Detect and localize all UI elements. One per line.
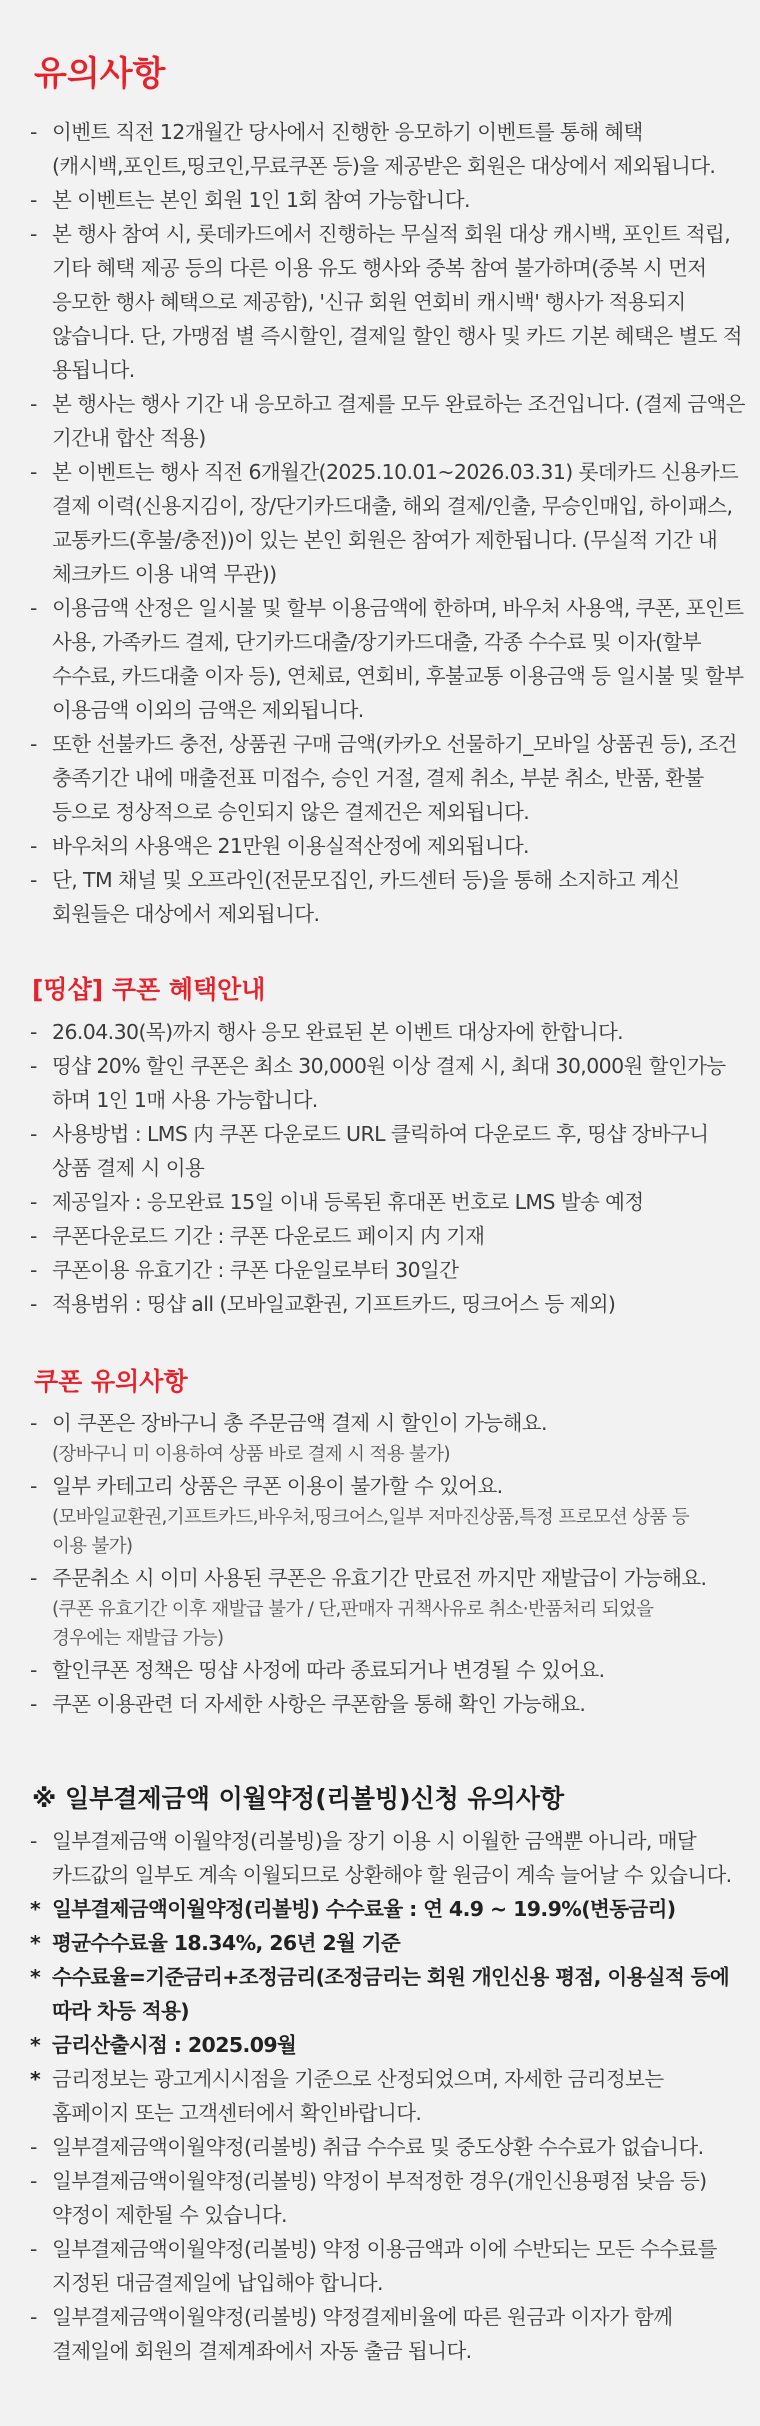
- list-item-text: [28, 693, 736, 727]
- line-text: 쿠폰이용 유효기간 : 쿠폰 다운일로부터 30일간: [52, 1258, 459, 1282]
- line-text: 이용금액 이외의 금액은 제외됩니다.: [52, 698, 364, 722]
- asterisk-bullet: *: [30, 2033, 41, 2057]
- line-text: 수수료, 카드대출 이자 등), 연체료, 연회비, 후불교통 이용금액 등 일시불 및 할부: [52, 664, 744, 688]
- list-item: [28, 863, 736, 931]
- list-item: [28, 2164, 736, 2232]
- list-item-text: [28, 1185, 736, 1219]
- dash-bullet: -: [30, 188, 37, 212]
- list-item-text: [28, 2300, 736, 2334]
- asterisk-bullet: *: [30, 1965, 41, 1989]
- dash-bullet: -: [30, 1224, 37, 1248]
- list-item: [28, 455, 739, 591]
- line-text: 본 이벤트는 행사 직전 6개월간(2025.10.01~2026.03.31) 롯데카드 신용카드: [52, 460, 739, 484]
- list-item: [28, 1406, 736, 1469]
- dash-bullet: -: [30, 1292, 37, 1316]
- dash-bullet: -: [30, 2237, 37, 2261]
- list-item-text: [28, 2232, 736, 2266]
- dash-bullet: -: [30, 392, 37, 416]
- list-item-text: [28, 1219, 736, 1253]
- line-text: 적용범위 : 띵샵 all (모바일교환권, 기프트카드, 띵크어스 등 제외): [52, 1292, 616, 1316]
- list-item-subtext: [28, 1595, 736, 1624]
- line-text: 용됩니다.: [52, 358, 135, 382]
- list-item-text: [28, 285, 736, 319]
- list-item: [28, 1653, 736, 1687]
- coupon-benefit-title: [띵샵] 쿠폰 혜택안내: [32, 975, 266, 1004]
- line-text: 충족기간 내에 매출전표 미접수, 승인 거절, 결제 취소, 부분 취소, 반품, 환불: [52, 766, 704, 790]
- asterisk-bullet: *: [30, 1897, 41, 1921]
- list-item: [28, 1960, 736, 2028]
- list-item-text: [28, 863, 736, 897]
- list-item-subtext: [28, 1440, 736, 1469]
- line-text: 일부결제금액이월약정(리볼빙) 약정 이용금액과 이에 수반되는 모든 수수료를: [52, 2237, 717, 2261]
- list-item-text: [28, 1926, 736, 1960]
- list-item-text: [28, 421, 736, 455]
- line-text: 이 쿠폰은 장바구니 총 주문금액 결제 시 할인이 가능해요.: [52, 1411, 547, 1435]
- list-item-text: [28, 489, 736, 523]
- coupon-benefit-list: [28, 1015, 736, 1321]
- line-text: 평균수수료율 18.34%, 26년 2월 기준: [52, 1931, 401, 1955]
- dash-bullet: -: [30, 1474, 37, 1498]
- list-item-text: [28, 2062, 736, 2096]
- line-text: 사용, 가족카드 결제, 단기카드대출/장기카드대출, 각종 수수료 및 이자(할부: [52, 630, 701, 654]
- list-item-text: [28, 1151, 736, 1185]
- list-item-text: [28, 625, 736, 659]
- list-item: [28, 1561, 736, 1653]
- line-text: 지정된 대금결제일에 납입해야 합니다.: [52, 2271, 383, 2295]
- line-text: 회원들은 대상에서 제외됩니다.: [52, 902, 320, 926]
- list-item: [28, 1049, 736, 1117]
- dash-bullet: -: [30, 2169, 37, 2193]
- list-item-text: [28, 2164, 736, 2198]
- list-item: [28, 1015, 736, 1049]
- line-text: 교통카드(후불/충전))이 있는 본인 회원은 참여가 제한됩니다. (무실적 기간 내: [52, 528, 718, 552]
- list-item-text: [28, 217, 736, 251]
- line-text: 일부결제금액이월약정(리볼빙) 취급 수수료 및 중도상환 수수료가 없습니다.: [52, 2135, 704, 2159]
- dash-bullet: -: [30, 1190, 37, 1214]
- list-item: [28, 115, 736, 183]
- dash-bullet: -: [30, 1054, 37, 1078]
- line-text: 일부결제금액이월약정(리볼빙) 수수료율 : 연 4.9 ~ 19.9%(변동금리): [52, 1897, 676, 1921]
- list-item-text: [28, 2096, 736, 2130]
- line-text: 쿠폰다운로드 기간 : 쿠폰 다운로드 페이지 内 기재: [52, 1224, 485, 1248]
- list-item-text: [28, 2130, 736, 2164]
- list-item-text: [28, 1858, 736, 1892]
- list-item: [28, 1892, 736, 1926]
- line-text: 따라 차등 적용): [52, 1999, 190, 2023]
- list-item-text: [28, 1892, 736, 1926]
- line-text: 이용금액 산정은 일시불 및 할부 이용금액에 한하며, 바우처 사용액, 쿠폰, 포인트: [52, 596, 744, 620]
- dash-bullet: -: [30, 222, 37, 246]
- list-item: [28, 2062, 736, 2130]
- dash-bullet: -: [30, 1829, 37, 1853]
- line-text: 띵샵 20% 할인 쿠폰은 최소 30,000원 이상 결제 시, 최대 30,000원 할인가능: [52, 1054, 726, 1078]
- dash-bullet: -: [30, 120, 37, 144]
- line-text: 사용방법 : LMS 内 쿠폰 다운로드 URL 클릭하여 다운로드 후, 띵샵 장바구니: [52, 1122, 709, 1146]
- list-item: [28, 591, 744, 727]
- list-item-text: [28, 1687, 736, 1721]
- list-item-text: [28, 115, 736, 149]
- list-item-text: [28, 523, 736, 557]
- line-text: 않습니다. 단, 가맹점 별 즉시할인, 결제일 할인 행사 및 카드 기본 혜택은 별도 적: [52, 324, 742, 348]
- list-item-text: [28, 1469, 736, 1503]
- line-text: 결제 이력(신용지김이, 장/단기카드대출, 해외 결제/인출, 무승인매입, 하이패스,: [52, 494, 733, 518]
- line-text: 일부결제금액이월약정(리볼빙) 약정이 부적정한 경우(개인신용평점 낮음 등): [52, 2169, 707, 2193]
- dash-bullet: -: [30, 596, 37, 620]
- list-item: [28, 2300, 736, 2368]
- line-text: 이벤트 직전 12개월간 당사에서 진행한 응모하기 이벤트를 통해 혜택: [52, 120, 643, 144]
- list-item-text: [28, 2198, 736, 2232]
- dash-bullet: -: [30, 868, 37, 892]
- dash-bullet: -: [30, 1122, 37, 1146]
- list-item: [28, 387, 745, 455]
- dash-bullet: -: [30, 1258, 37, 1282]
- line-text: 또한 선불카드 충전, 상품권 구매 금액(카카오 선물하기_모바일 상품권 등), 조건: [52, 732, 737, 756]
- list-item-text: [28, 251, 736, 285]
- line-text: 본 이벤트는 본인 회원 1인 1회 참여 가능합니다.: [52, 188, 470, 212]
- line-text: 쿠폰 이용관련 더 자세한 사항은 쿠폰함을 통해 확인 가능해요.: [52, 1692, 586, 1716]
- line-text: 기간내 합산 적용): [52, 426, 206, 450]
- list-item-text: [28, 183, 736, 217]
- asterisk-bullet: *: [30, 2067, 41, 2091]
- line-text: 단, TM 채널 및 오프라인(전문모집인, 카드센터 등)을 통해 소지하고 계신: [52, 868, 680, 892]
- dash-bullet: -: [30, 834, 37, 858]
- dash-bullet: -: [30, 2135, 37, 2159]
- line-text: 응모한 행사 혜택으로 제공함), '신규 회원 연회비 캐시백' 행사가 적용되지: [52, 290, 686, 314]
- list-item-text: [28, 1824, 736, 1858]
- line-text: 제공일자 : 응모완료 15일 이내 등록된 휴대폰 번호로 LMS 발송 예정: [52, 1190, 644, 1214]
- line-text: (장바구니 미 이용하여 상품 바로 결제 시 적용 불가): [52, 1444, 450, 1465]
- line-text: 하며 1인 1매 사용 가능합니다.: [52, 1088, 318, 1112]
- list-item-text: [28, 353, 736, 387]
- line-text: 등으로 정상적으로 승인되지 않은 결제건은 제외됩니다.: [52, 800, 530, 824]
- line-text: 수수료율=기준금리+조정금리(조정금리는 회원 개인신용 평점, 이용실적 등에: [52, 1965, 730, 1989]
- list-item-text: [28, 1049, 736, 1083]
- list-item: [28, 1824, 736, 1892]
- revolving-notice-title: ※ 일부결제금액 이월약정(리볼빙)신청 유의사항: [32, 1784, 565, 1813]
- list-item: [28, 829, 736, 863]
- line-text: (캐시백,포인트,띵코인,무료쿠폰 등)을 제공받은 회원은 대상에서 제외됩니다.: [52, 154, 716, 178]
- line-text: 상품 결제 시 이용: [52, 1156, 205, 1180]
- line-text: 이용 불가): [52, 1536, 133, 1557]
- list-item: [28, 2232, 736, 2300]
- list-item-text: [28, 387, 745, 421]
- revolving-notice-list: [28, 1824, 736, 2368]
- dash-bullet: -: [30, 2305, 37, 2329]
- list-item: [28, 1687, 736, 1721]
- line-text: 주문취소 시 이미 사용된 쿠폰은 유효기간 만료전 까지만 재발급이 가능해요.: [52, 1566, 707, 1590]
- list-item: [28, 1185, 736, 1219]
- line-text: 경우에는 재발급 가능): [52, 1628, 224, 1649]
- line-text: 카드값의 일부도 계속 이월되므로 상환해야 할 원금이 계속 늘어날 수 있습니다.: [52, 1863, 732, 1887]
- list-item-text: [28, 2266, 736, 2300]
- line-text: 일부 카테고리 상품은 쿠폰 이용이 불가할 수 있어요.: [52, 1474, 503, 1498]
- dash-bullet: -: [30, 1566, 37, 1590]
- list-item: [28, 1219, 736, 1253]
- list-item: [28, 2028, 736, 2062]
- line-text: 할인쿠폰 정책은 띵샵 사정에 따라 종료되거나 변경될 수 있어요.: [52, 1658, 605, 1682]
- line-text: 체크카드 이용 내역 무관)): [52, 562, 277, 586]
- list-item: [28, 1926, 736, 1960]
- list-item-text: [28, 659, 744, 693]
- list-item: [28, 727, 736, 829]
- list-item-text: [28, 591, 744, 625]
- line-text: 홈페이지 또는 고객센터에서 확인바랍니다.: [52, 2101, 422, 2125]
- list-item-text: [28, 1287, 736, 1321]
- list-item-text: [28, 1561, 736, 1595]
- list-item: [28, 183, 736, 217]
- list-item-text: [28, 1083, 736, 1117]
- notice-list: [28, 115, 745, 931]
- list-item-text: [28, 1994, 736, 2028]
- list-item-text: [28, 1960, 736, 1994]
- line-text: 본 행사는 행사 기간 내 응모하고 결제를 모두 완료하는 조건입니다. (결제 금액은: [52, 392, 745, 416]
- dash-bullet: -: [30, 732, 37, 756]
- line-text: 약정이 제한될 수 있습니다.: [52, 2203, 287, 2227]
- list-item: [28, 1253, 736, 1287]
- list-item-subtext: [28, 1503, 736, 1532]
- coupon-notice-list: [28, 1406, 736, 1721]
- dash-bullet: -: [30, 1020, 37, 1044]
- list-item-subtext: [28, 1624, 736, 1653]
- dash-bullet: -: [30, 460, 37, 484]
- list-item-text: [28, 795, 736, 829]
- list-item: [28, 1117, 736, 1185]
- line-text: 기타 혜택 제공 등의 다른 이용 유도 행사와 중복 참여 불가하며(중복 시 먼저: [52, 256, 707, 280]
- list-item-text: [28, 1253, 736, 1287]
- line-text: 결제일에 회원의 결제계좌에서 자동 출금 됩니다.: [52, 2339, 472, 2363]
- list-item-text: [28, 455, 739, 489]
- line-text: 본 행사 참여 시, 롯데카드에서 진행하는 무실적 회원 대상 캐시백, 포인트 적립,: [52, 222, 731, 246]
- dash-bullet: -: [30, 1411, 37, 1435]
- line-text: 일부결제금액 이월약정(리볼빙)을 장기 이용 시 이월한 금액뿐 아니라, 매달: [52, 1829, 697, 1853]
- list-item-text: [28, 1015, 736, 1049]
- list-item-text: [28, 897, 736, 931]
- asterisk-bullet: *: [30, 1931, 41, 1955]
- list-item-text: [28, 1406, 736, 1440]
- list-item: [28, 1469, 736, 1561]
- dash-bullet: -: [30, 1658, 37, 1682]
- line-text: (모바일교환권,기프트카드,바우처,띵크어스,일부 저마진상품,특정 프로모션 상품 등: [52, 1507, 689, 1528]
- list-item-text: [28, 2334, 736, 2368]
- list-item-text: [28, 2028, 736, 2062]
- line-text: 금리산출시점 : 2025.09월: [52, 2033, 297, 2057]
- list-item-text: [28, 149, 736, 183]
- line-text: 일부결제금액이월약정(리볼빙) 약정결제비율에 따른 원금과 이자가 함께: [52, 2305, 673, 2329]
- list-item-text: [28, 557, 736, 591]
- list-item-text: [28, 319, 742, 353]
- notice-title: 유의사항: [34, 54, 166, 94]
- dash-bullet: -: [30, 1692, 37, 1716]
- line-text: 26.04.30(목)까지 행사 응모 완료된 본 이벤트 대상자에 한합니다.: [52, 1020, 624, 1044]
- list-item: [28, 217, 742, 387]
- line-text: 금리정보는 광고게시시점을 기준으로 산정되었으며, 자세한 금리정보는: [52, 2067, 664, 2091]
- line-text: 바우처의 사용액은 21만원 이용실적산정에 제외됩니다.: [52, 834, 529, 858]
- list-item-text: [28, 727, 736, 761]
- list-item-subtext: [28, 1532, 736, 1561]
- list-item: [28, 1287, 736, 1321]
- list-item-text: [28, 1653, 736, 1687]
- list-item-text: [28, 829, 736, 863]
- list-item: [28, 2130, 736, 2164]
- line-text: (쿠폰 유효기간 이후 재발급 불가 / 단,판매자 귀책사유로 취소·반품처리 되었을: [52, 1599, 654, 1620]
- coupon-notice-title: 쿠폰 유의사항: [34, 1367, 188, 1396]
- list-item-text: [28, 761, 736, 795]
- list-item-text: [28, 1117, 736, 1151]
